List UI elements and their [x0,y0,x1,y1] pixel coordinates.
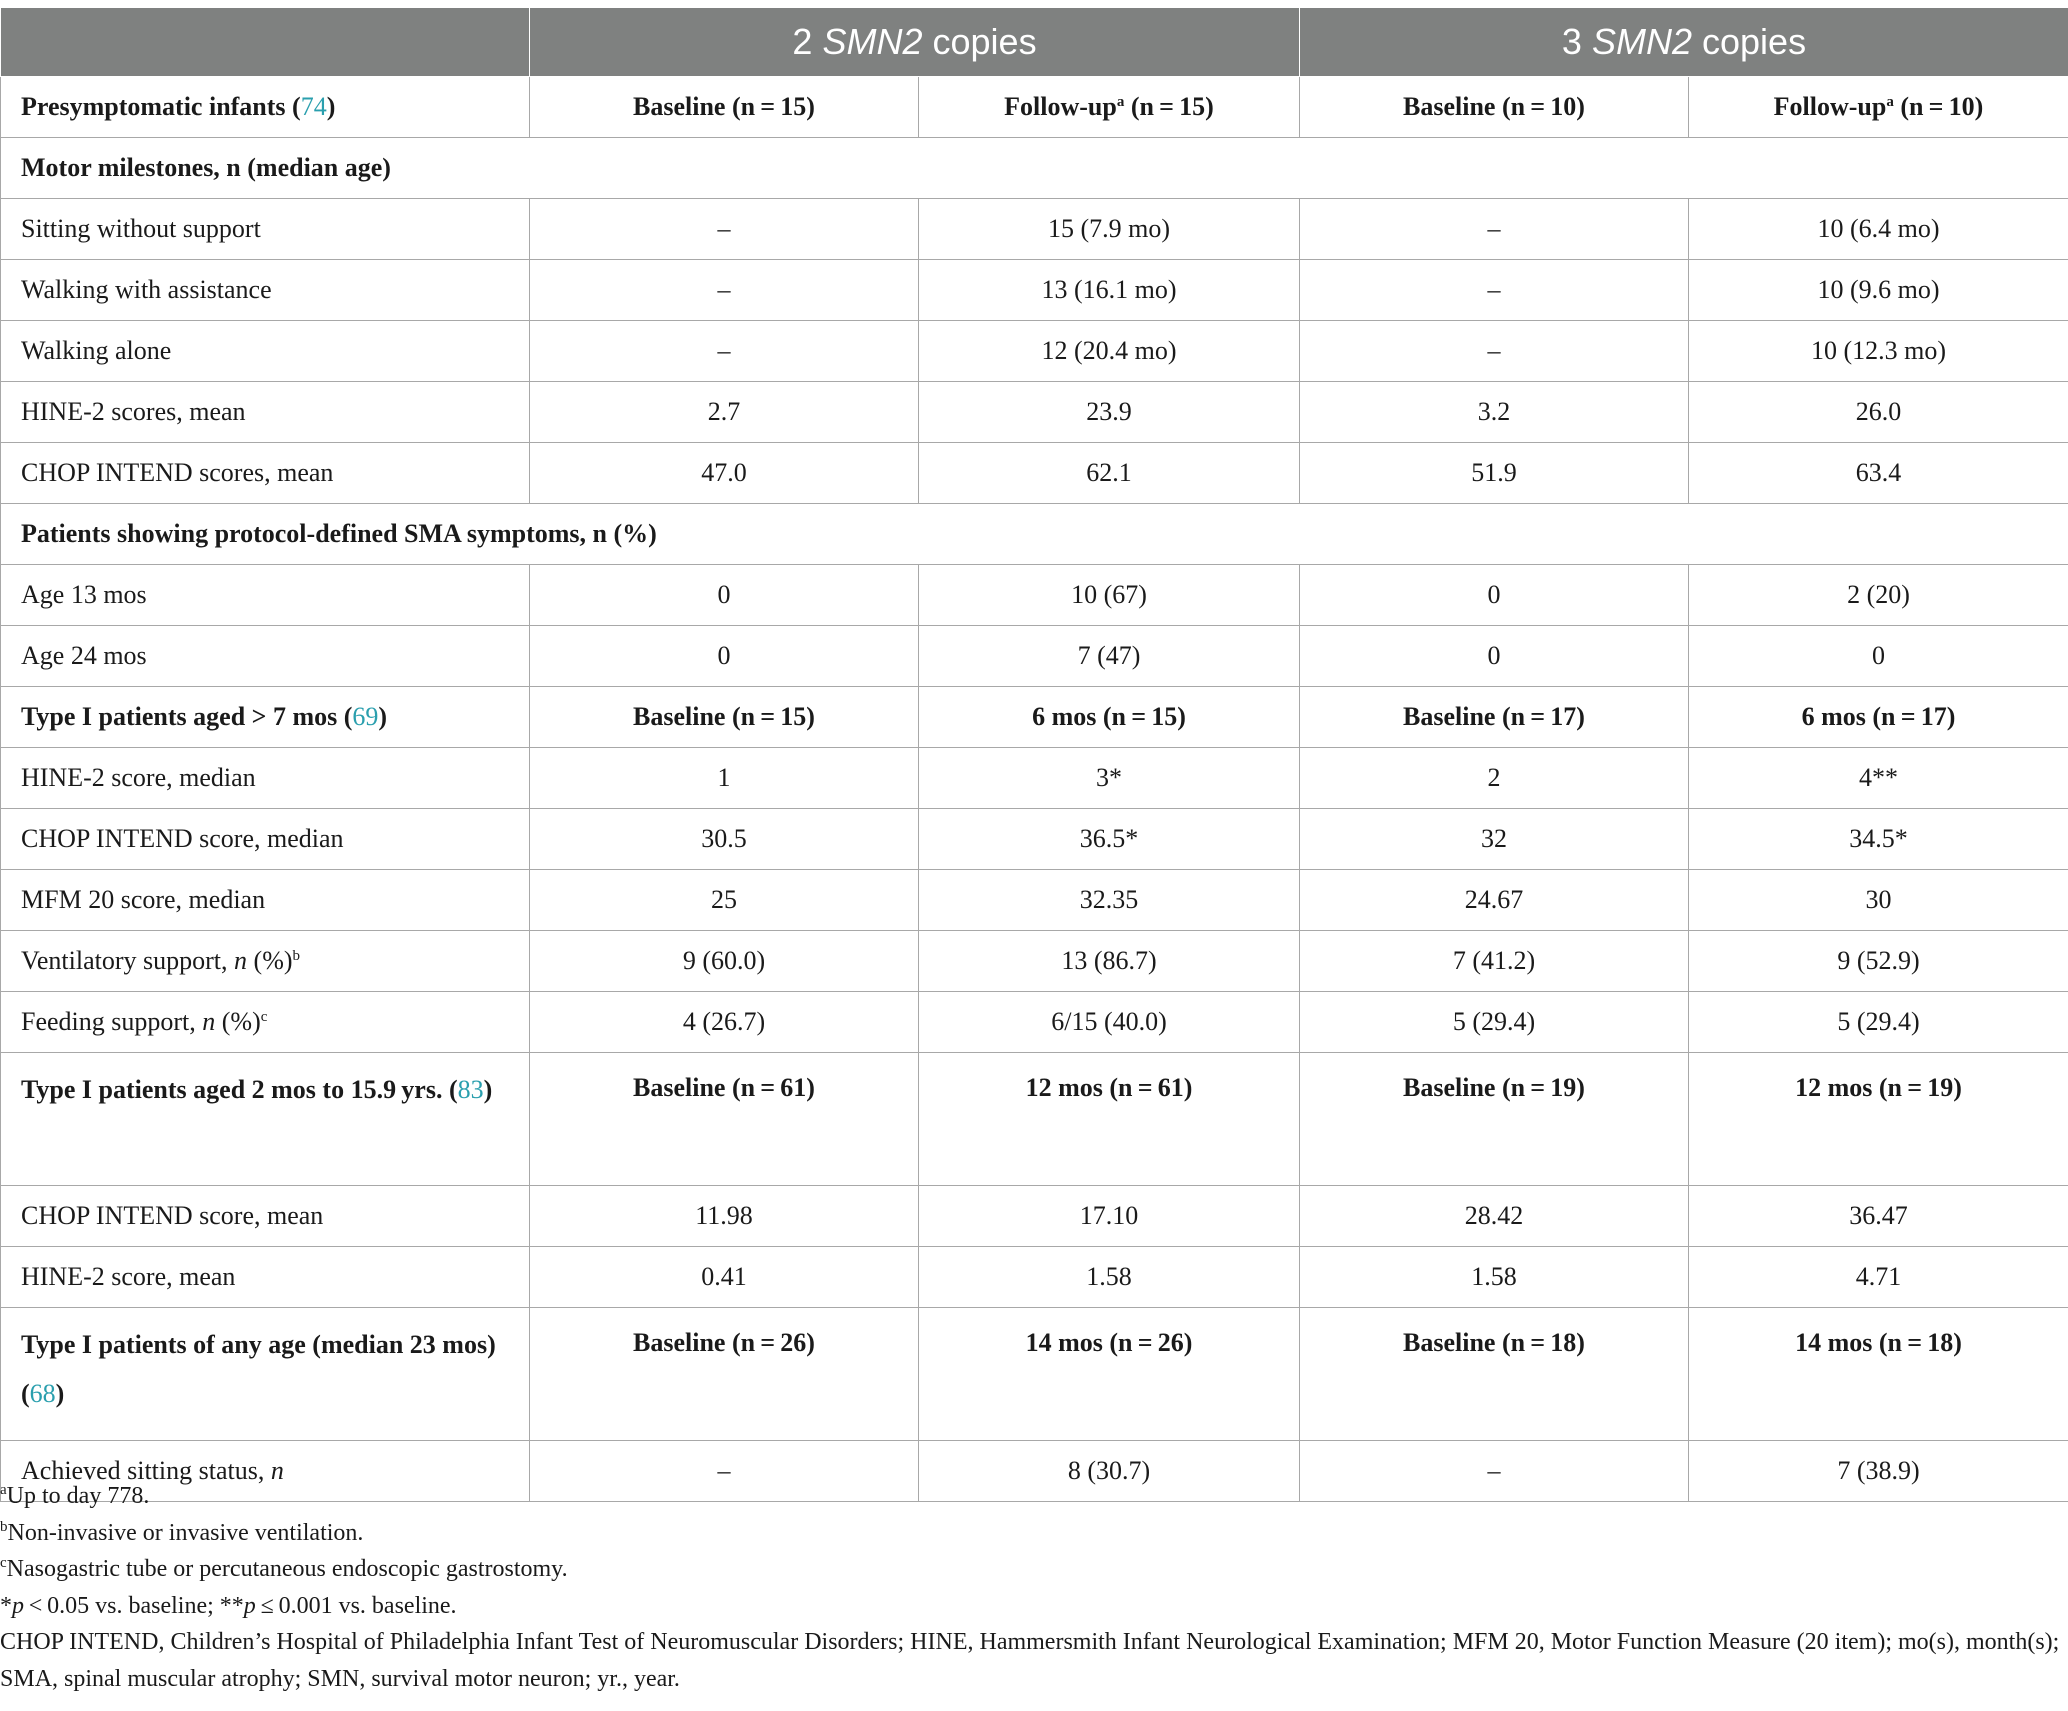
column-label: Baseline (n = 18) [1300,1308,1689,1441]
row-label: MFM 20 score, median [1,870,530,931]
table-footnotes [0,1478,2060,1697]
footnote-abbreviations: CHOP INTEND, Children’s Hospital of Philadelphia Infant Test of Neuromuscular Disorders; HINE, Hammersmith Infant Neurological Examination; MFM 20, Motor Function Measure (20 item); mo(s), month(s); SMA, spinal muscular atrophy; SMN, survival motor neuron; yr., year. [0,1629,2060,1692]
header-blank-cell [1,8,530,77]
cell: 0 [530,565,919,626]
cell: – [1300,199,1689,260]
section-header-row [1,1308,2068,1441]
cell: – [530,1441,919,1502]
table-row [1,809,2068,870]
cell: 15 (7.9 mo) [919,199,1300,260]
cell: 17.10 [919,1186,1300,1247]
cell: 25 [530,870,919,931]
column-label: Baseline (n = 17) [1300,687,1689,748]
section-header-row [1,1053,2068,1186]
section-title: Type I patients aged 2 mos to 15.9 yrs. (83) [1,1053,530,1186]
section-title: Type I patients aged > 7 mos (69) [1,687,530,748]
table-header-row [1,8,2068,77]
table-row [1,260,2068,321]
cell: – [530,199,919,260]
cell: 62.1 [919,443,1300,504]
cell: 7 (47) [919,626,1300,687]
group-header-3-copies: 3 SMN2 copies [1300,8,2068,77]
cell: 12 (20.4 mo) [919,321,1300,382]
cell: 5 (29.4) [1689,992,2068,1053]
subheading-motor-milestones: Motor milestones, n (median age) [1,138,2068,199]
cell: 0.41 [530,1247,919,1308]
row-label: CHOP INTEND scores, mean [1,443,530,504]
subheading-row [1,138,2068,199]
row-label: Feeding support, n (%)$^c$ [1,992,530,1053]
cell: 51.9 [1300,443,1689,504]
cell: 3.2 [1300,382,1689,443]
column-label: 6 mos (n = 17) [1689,687,2068,748]
column-label: Baseline (n = 10) [1300,77,1689,138]
cell: 0 [1689,626,2068,687]
cell: 7 (41.2) [1300,931,1689,992]
results-table [0,8,2068,1502]
row-label: HINE-2 score, mean [1,1247,530,1308]
cell: 23.9 [919,382,1300,443]
row-label: Walking alone [1,321,530,382]
row-label: Walking with assistance [1,260,530,321]
reference-link[interactable]: 69 [352,702,379,731]
footnote-significance: *p < 0.05 vs. baseline; **p ≤ 0.001 vs. baseline. [0,1592,457,1619]
column-label: 14 mos (n = 18) [1689,1308,2068,1441]
table-row [1,321,2068,382]
subheading-row [1,504,2068,565]
cell: 1.58 [1300,1247,1689,1308]
cell: – [530,260,919,321]
table-row [1,626,2068,687]
cell: 30.5 [530,809,919,870]
column-label: 12 mos (n = 61) [919,1053,1300,1186]
cell: 0 [1300,626,1689,687]
cell: 30 [1689,870,2068,931]
cell: 26.0 [1689,382,2068,443]
column-label: Follow-$up^a$ (n = 15) [919,77,1300,138]
cell: 6/15 (40.0) [919,992,1300,1053]
cell: 13 (16.1 mo) [919,260,1300,321]
row-label: HINE-2 scores, mean [1,382,530,443]
table-row [1,931,2068,992]
cell: 13 (86.7) [919,931,1300,992]
subheading-sma-symptoms: Patients showing protocol-defined SMA symptoms, n (%) [1,504,2068,565]
row-label: Age 13 mos [1,565,530,626]
cell: 2 (20) [1689,565,2068,626]
cell: – [1300,1441,1689,1502]
reference-link[interactable]: 83 [457,1075,484,1104]
table-row [1,748,2068,809]
cell: 2 [1300,748,1689,809]
cell: 0 [1300,565,1689,626]
cell: 9 (60.0) [530,931,919,992]
cell: 7 (38.9) [1689,1441,2068,1502]
cell: 4.71 [1689,1247,2068,1308]
cell: 34.5* [1689,809,2068,870]
row-label: CHOP INTEND score, mean [1,1186,530,1247]
row-label: CHOP INTEND score, median [1,809,530,870]
cell: 8 (30.7) [919,1441,1300,1502]
cell: 10 (9.6 mo) [1689,260,2068,321]
row-label: Ventilatory support, n (%)$^b$ [1,931,530,992]
section-title: Presymptomatic infants (74) [1,77,530,138]
cell: 4 (26.7) [530,992,919,1053]
reference-link[interactable]: 68 [29,1379,56,1408]
cell: 10 (67) [919,565,1300,626]
cell: 4** [1689,748,2068,809]
cell: 24.67 [1300,870,1689,931]
table-row [1,565,2068,626]
cell: 1 [530,748,919,809]
cell: 5 (29.4) [1300,992,1689,1053]
cell: 9 (52.9) [1689,931,2068,992]
table-row [1,870,2068,931]
table-row [1,199,2068,260]
cell: – [530,321,919,382]
row-label: Sitting without support [1,199,530,260]
footnote-b: $^b$Non-invasive or invasive ventilation. [0,1518,364,1546]
reference-link[interactable]: 74 [300,92,327,121]
group-header-2-copies: 2 SMN2 copies [530,8,1300,77]
column-label: Baseline (n = 61) [530,1053,919,1186]
row-label: HINE-2 score, median [1,748,530,809]
cell: 36.47 [1689,1186,2068,1247]
cell: 2.7 [530,382,919,443]
cell: 0 [530,626,919,687]
table-row [1,443,2068,504]
table-row [1,1186,2068,1247]
cell: – [1300,321,1689,382]
row-label: Achieved sitting status, n [1,1441,530,1502]
column-label: Baseline (n = 26) [530,1308,919,1441]
column-label: Follow-$up^a$ (n = 10) [1689,77,2068,138]
column-label: 12 mos (n = 19) [1689,1053,2068,1186]
cell: 47.0 [530,443,919,504]
cell: 1.58 [919,1247,1300,1308]
footnote-c: $^c$Nasogastric tube or percutaneous endoscopic gastrostomy. [0,1555,568,1582]
column-label: 6 mos (n = 15) [919,687,1300,748]
table-row [1,992,2068,1053]
column-label: Baseline (n = 15) [530,77,919,138]
cell: 10 (12.3 mo) [1689,321,2068,382]
cell: 11.98 [530,1186,919,1247]
cell: 36.5* [919,809,1300,870]
table-row [1,382,2068,443]
cell: 10 (6.4 mo) [1689,199,2068,260]
section-header-row [1,687,2068,748]
column-label: Baseline (n = 19) [1300,1053,1689,1186]
cell: 28.42 [1300,1186,1689,1247]
cell: 32 [1300,809,1689,870]
cell: 32.35 [919,870,1300,931]
column-label: 14 mos (n = 26) [919,1308,1300,1441]
row-label: Age 24 mos [1,626,530,687]
column-label: Baseline (n = 15) [530,687,919,748]
cell: 3* [919,748,1300,809]
cell: – [1300,260,1689,321]
table-row [1,1247,2068,1308]
cell: 63.4 [1689,443,2068,504]
section-header-row [1,77,2068,138]
footnote-a: $^a$Up to day 778. [0,1482,150,1509]
section-title: Type I patients of any age (median 23 mos) (68) [1,1308,530,1441]
